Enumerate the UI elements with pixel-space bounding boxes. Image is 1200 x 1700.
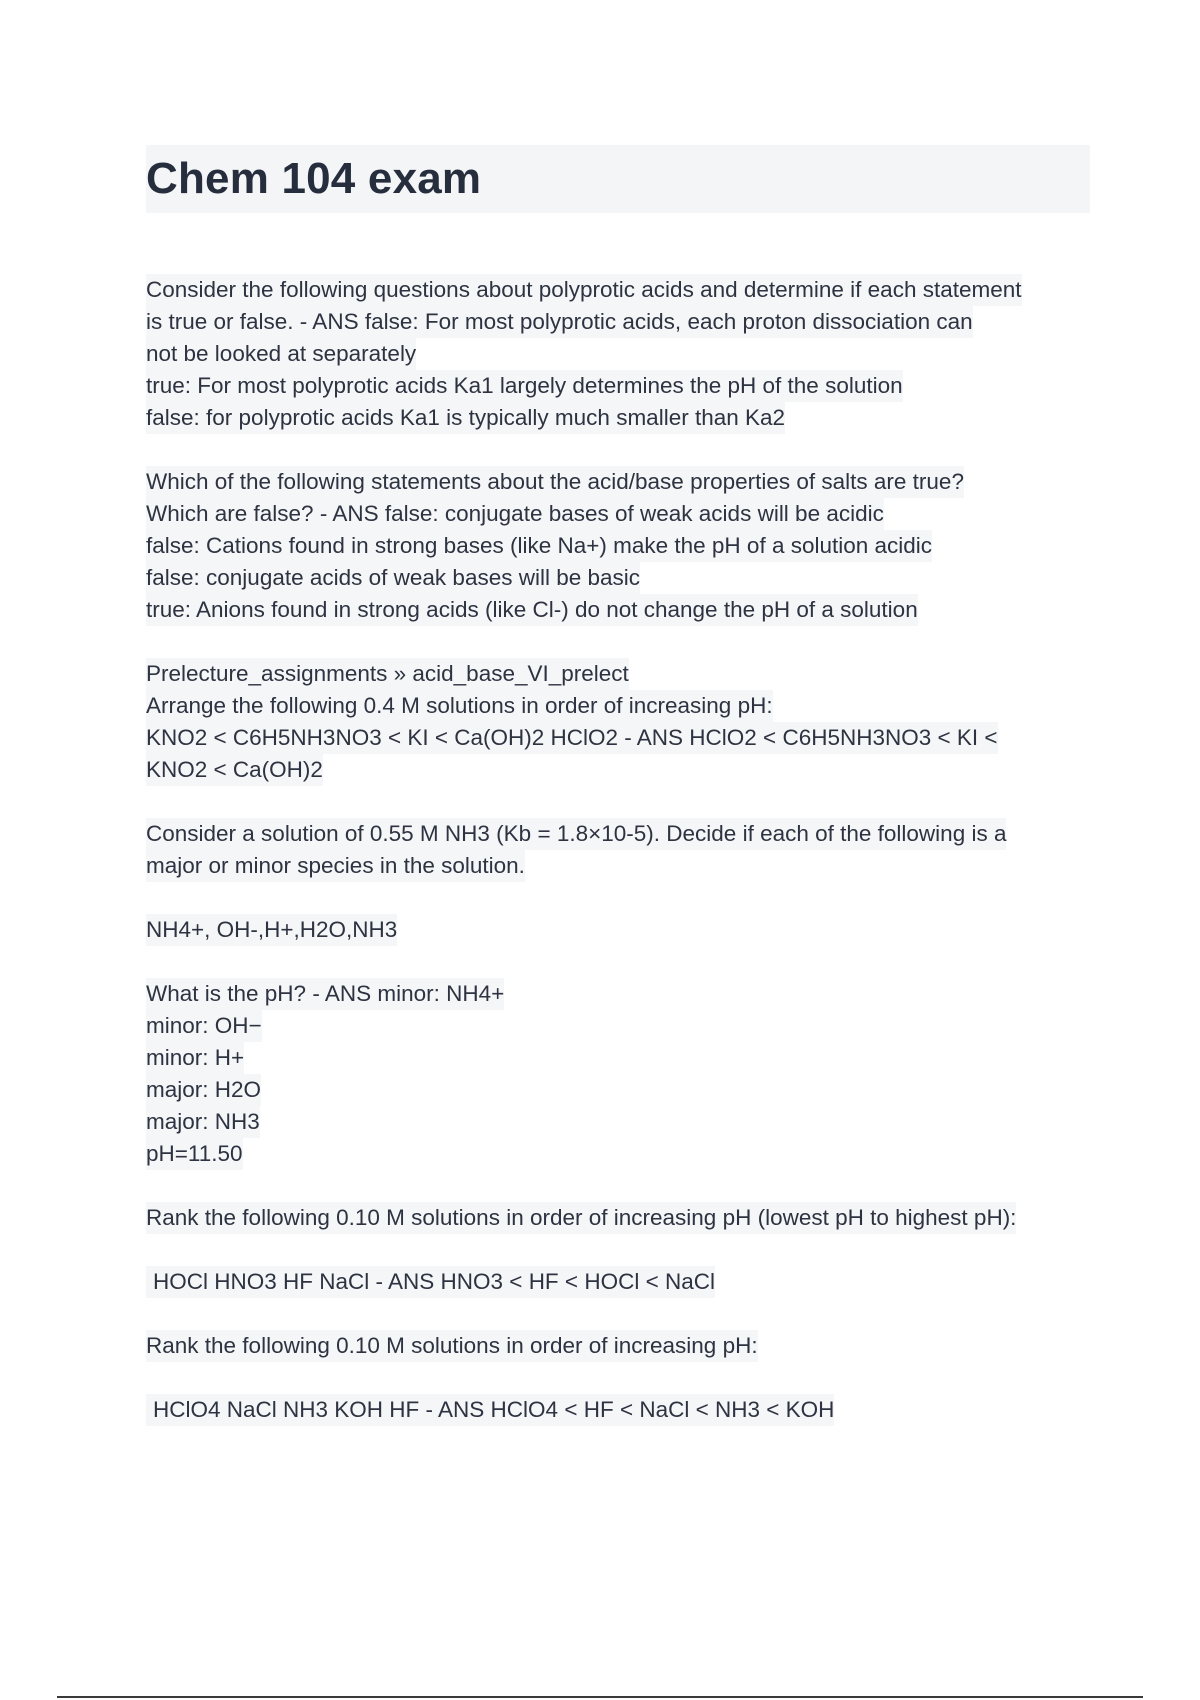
text-line: major: NH3 <box>146 1106 260 1138</box>
footer-divider <box>57 1696 1143 1698</box>
text-line: is true or false. - ANS false: For most polyprotic acids, each proton dissociation can <box>146 306 973 338</box>
qa-block-salts <box>146 466 1096 626</box>
text-line: false: conjugate acids of weak bases will be basic <box>146 562 640 594</box>
text-line: Rank the following 0.10 M solutions in order of increasing pH (lowest pH to highest pH): <box>146 1202 1016 1234</box>
text-line: Which of the following statements about the acid/base properties of salts are true? <box>146 466 964 498</box>
qa-block-species-list <box>146 914 1096 946</box>
text-line: Arrange the following 0.4 M solutions in order of increasing pH: <box>146 690 773 722</box>
qa-block-polyprotic <box>146 274 1096 434</box>
text-line: HClO4 NaCl NH3 KOH HF - ANS HClO4 < HF < NaCl < NH3 < KOH <box>146 1394 834 1426</box>
qa-block-rank-question-2 <box>146 1330 1096 1362</box>
text-line: false: for polyprotic acids Ka1 is typically much smaller than Ka2 <box>146 402 785 434</box>
qa-block-rank-answer-2 <box>146 1394 1096 1426</box>
text-line: Which are false? - ANS false: conjugate bases of weak acids will be acidic <box>146 498 884 530</box>
qa-block-rank-answer-1 <box>146 1266 1096 1298</box>
qa-block-nh3-question <box>146 818 1096 882</box>
text-line: NH4+, OH-,H+,H2O,NH3 <box>146 914 397 946</box>
text-line: KNO2 < C6H5NH3NO3 < KI < Ca(OH)2 HClO2 - ANS HClO2 < C6H5NH3NO3 < KI < <box>146 722 998 754</box>
qa-block-arrange-ph <box>146 658 1096 786</box>
text-line: not be looked at separately <box>146 338 416 370</box>
text-line: major: H2O <box>146 1074 261 1106</box>
text-line: minor: H+ <box>146 1042 244 1074</box>
text-line: Prelecture_assignments » acid_base_VI_prelect <box>146 658 629 690</box>
text-line: pH=11.50 <box>146 1138 243 1170</box>
qa-block-rank-question-1 <box>146 1202 1096 1234</box>
text-line: false: Cations found in strong bases (like Na+) make the pH of a solution acidic <box>146 530 932 562</box>
title-band <box>146 145 1090 213</box>
text-line: minor: OH− <box>146 1010 262 1042</box>
text-line: true: Anions found in strong acids (like Cl-) do not change the pH of a solution <box>146 594 918 626</box>
text-line: KNO2 < Ca(OH)2 <box>146 754 323 786</box>
text-line: Consider a solution of 0.55 M NH3 (Kb = 1.8×10-5). Decide if each of the following is a <box>146 818 1006 850</box>
page-title: Chem 104 exam <box>146 154 482 203</box>
text-line: What is the pH? - ANS minor: NH4+ <box>146 978 504 1010</box>
text-line: HOCl HNO3 HF NaCl - ANS HNO3 < HF < HOCl < NaCl <box>146 1266 715 1298</box>
text-line: major or minor species in the solution. <box>146 850 525 882</box>
text-line: Consider the following questions about polyprotic acids and determine if each statement <box>146 274 1022 306</box>
text-line: true: For most polyprotic acids Ka1 largely determines the pH of the solution <box>146 370 903 402</box>
document-body <box>146 274 1096 1458</box>
text-line: Rank the following 0.10 M solutions in order of increasing pH: <box>146 1330 758 1362</box>
qa-block-nh3-answer <box>146 978 1096 1170</box>
